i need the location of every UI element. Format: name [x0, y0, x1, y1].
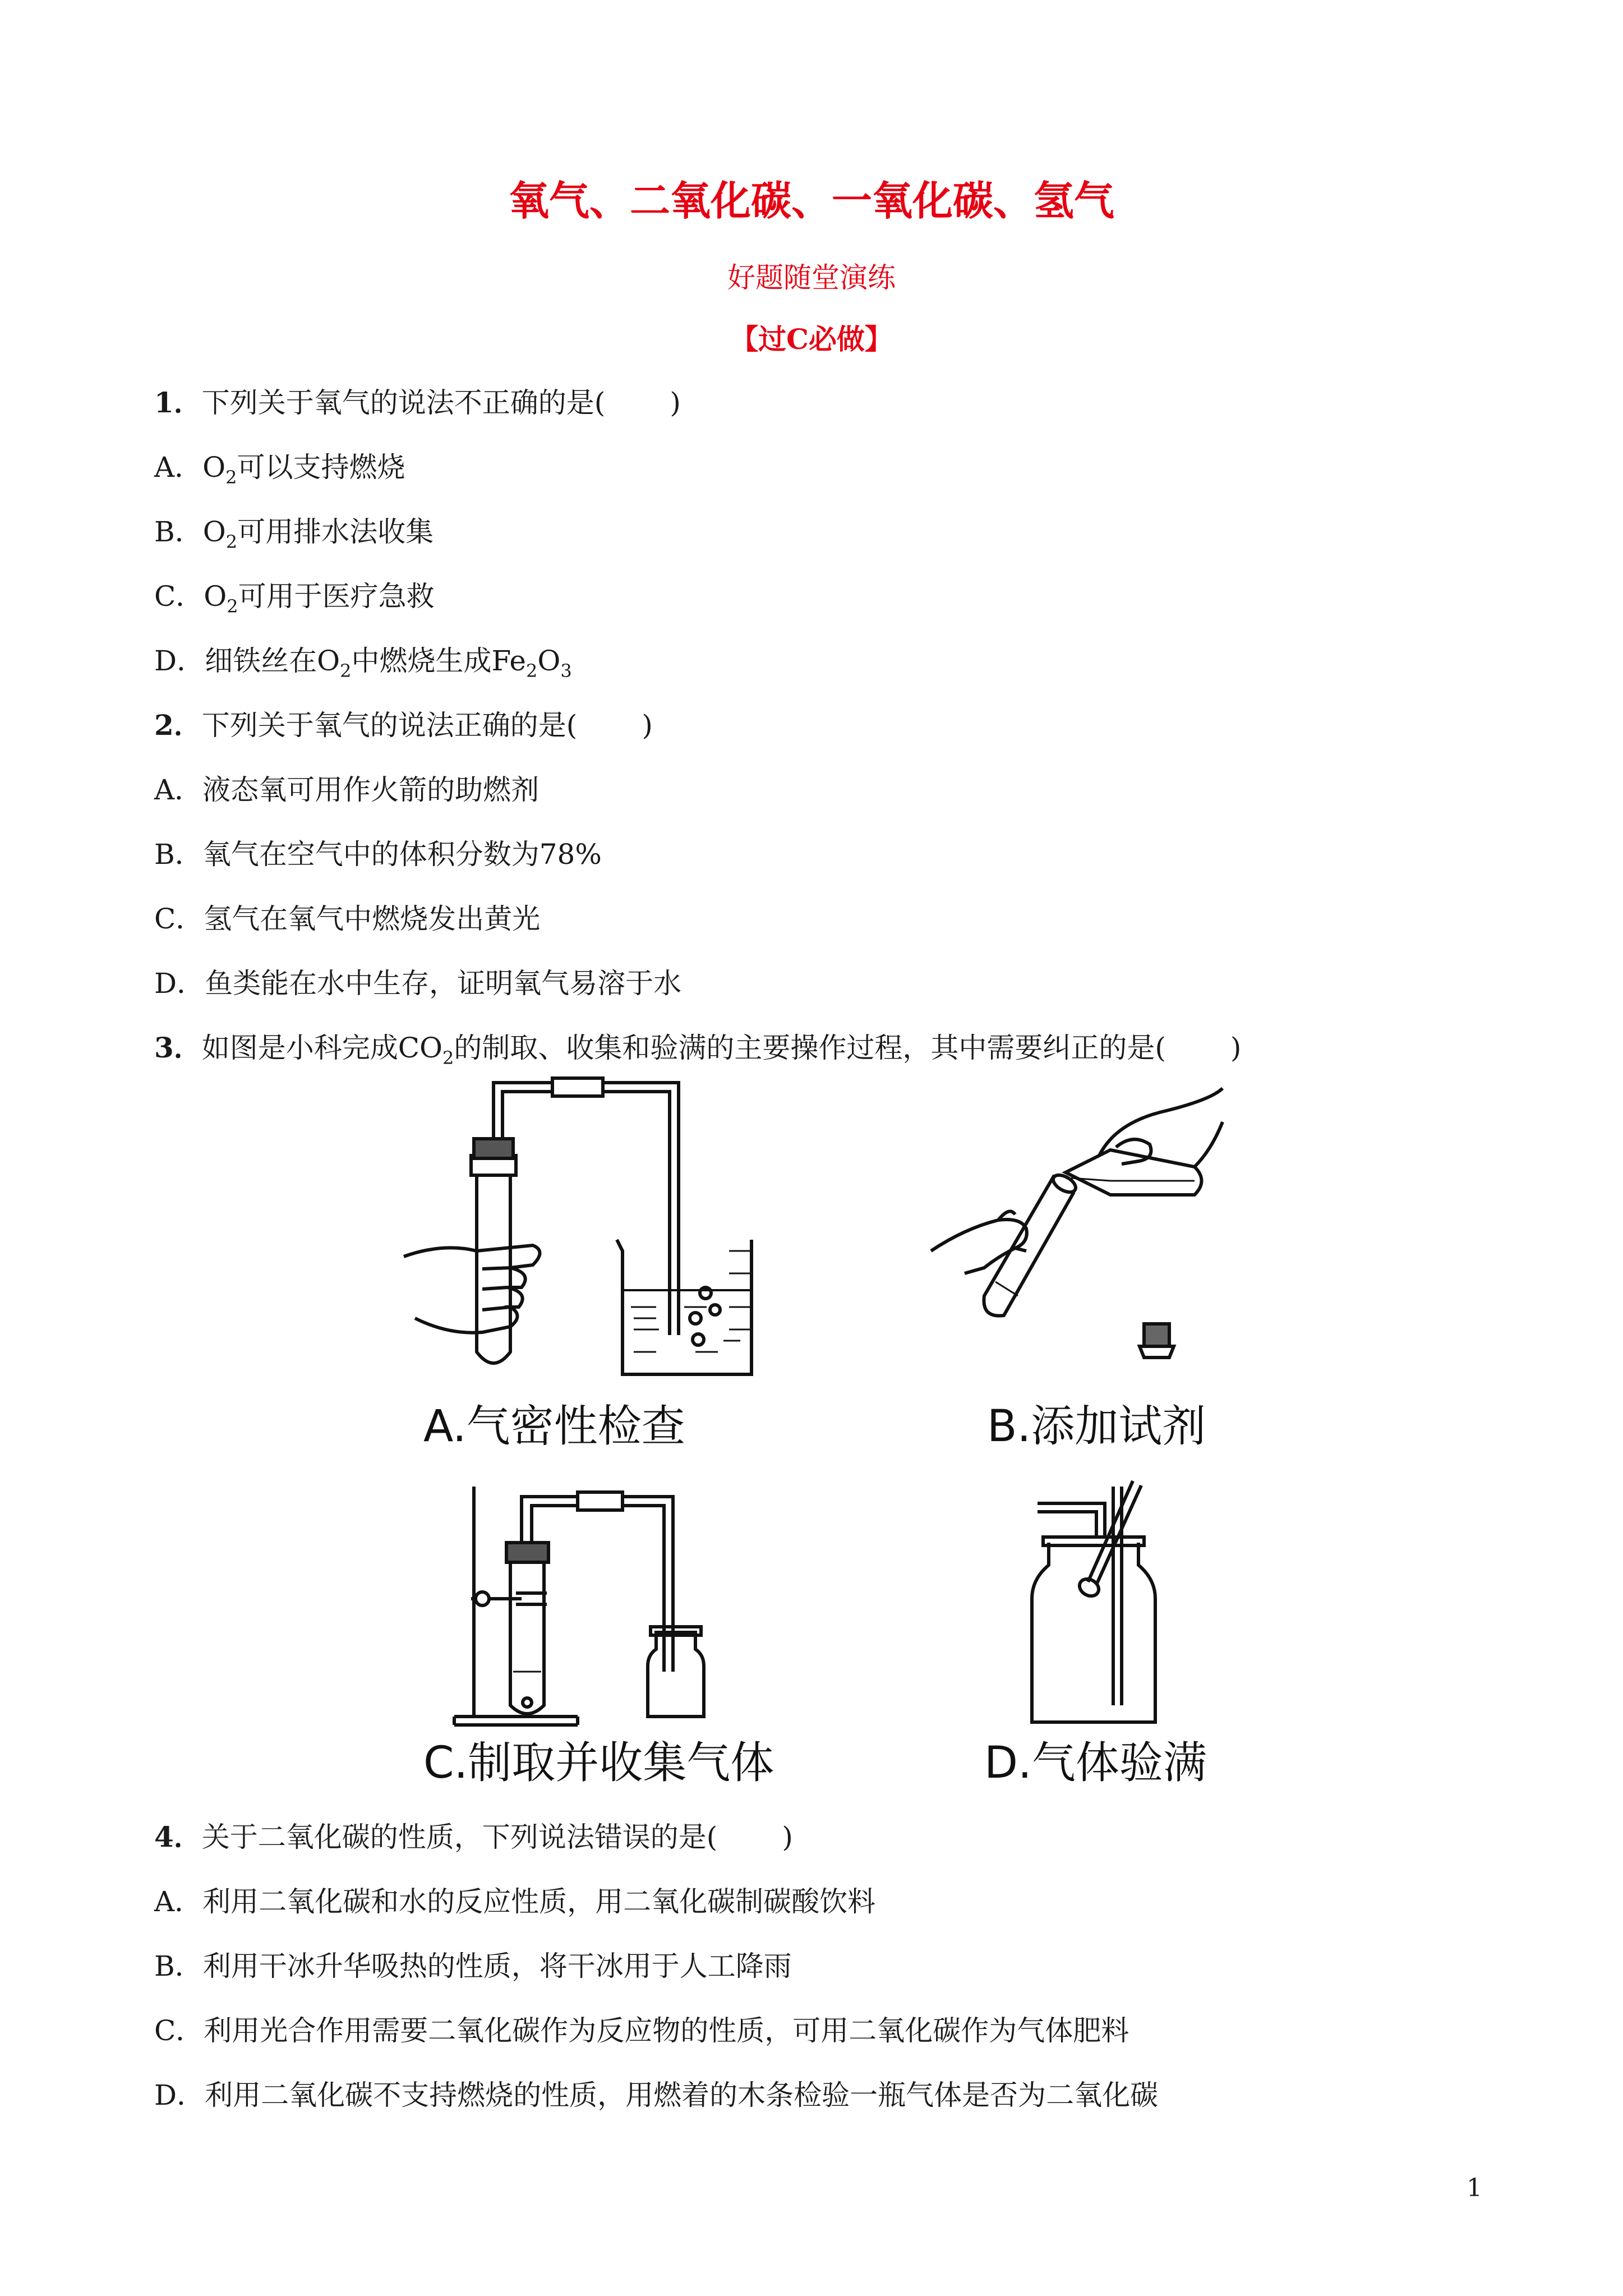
q1-option-a: A．$O_2$可以支持燃烧 — [154, 451, 405, 488]
q1-option-c: C．$O_2$可用于医疗急救 — [154, 580, 435, 617]
question-stem: 下列关于氧气的说法正确的是( — [201, 709, 578, 742]
q2-option-d: D．鱼类能在水中生存，证明氧气易溶于水 — [154, 967, 682, 1000]
figure-caption-a: A.气密性检查 — [423, 1401, 685, 1452]
q2-option-c: C．氢气在氧气中燃烧发出黄光 — [154, 903, 541, 935]
figure-caption-b: B.添加试剂 — [987, 1401, 1206, 1452]
section-heading: 【过C必做】 — [730, 323, 893, 356]
figure-airtightness-check — [393, 1071, 785, 1386]
page-subtitle: 好题随堂演练 — [727, 261, 896, 294]
figure-caption-d: D.气体验满 — [984, 1738, 1207, 1788]
question-number: 1． — [154, 386, 202, 419]
figure-preparation-collection — [449, 1487, 763, 1728]
q4-option-a: A．利用二氧化碳和水的反应性质，用二氧化碳制碳酸饮料 — [154, 1885, 876, 1918]
q4-option-d: D．利用二氧化碳不支持燃烧的性质，用燃着的木条检验一瓶气体是否为二氧化碳 — [154, 2079, 1159, 2111]
q1-option-d: D．细铁丝在$O_2$中燃烧生成$Fe_2O_3$ — [154, 645, 572, 682]
question-number: 4． — [154, 1820, 202, 1853]
figure-gas-full-check — [1021, 1481, 1183, 1728]
question-4: 4．关于二氧化碳的性质，下列说法错误的是( ) — [154, 1820, 793, 1853]
question-number: 2． — [154, 708, 202, 742]
q4-option-c: C．利用光合作用需要二氧化碳作为反应物的性质，可用二氧化碳作为气体肥料 — [154, 2014, 1129, 2047]
q4-option-b: B．利用干冰升华吸热的性质，将干冰用于人工降雨 — [154, 1950, 792, 1982]
question-1: 1．下列关于氧气的说法不正确的是( ) — [154, 386, 681, 419]
q1-option-b: B．$O_2$可用排水法收集 — [154, 516, 434, 553]
q2-option-b: B．氧气在空气中的体积分数为78% — [154, 838, 602, 871]
question-2: 2．下列关于氧气的说法正确的是( ) — [154, 708, 653, 742]
question-3: 3．如图是小科完成$CO_2$的制取、收集和验满的主要操作过程，其中需要纠正的是( ) — [154, 1031, 1242, 1069]
question-number: 3． — [154, 1031, 202, 1064]
figure-adding-reagent — [931, 1088, 1245, 1369]
q2-option-a: A．液态氧可用作火箭的助燃剂 — [154, 774, 540, 806]
page-title: 氧气、二氧化碳、一氧化碳、氢气 — [508, 177, 1114, 224]
figure-caption-c: C.制取并收集气体 — [423, 1738, 774, 1788]
question-stem: 下列关于氧气的说法不正确的是( — [201, 386, 606, 419]
question-stem: 关于二氧化碳的性质，下列说法错误的是( — [201, 1821, 718, 1853]
page-number: 1 — [1467, 2174, 1482, 2202]
